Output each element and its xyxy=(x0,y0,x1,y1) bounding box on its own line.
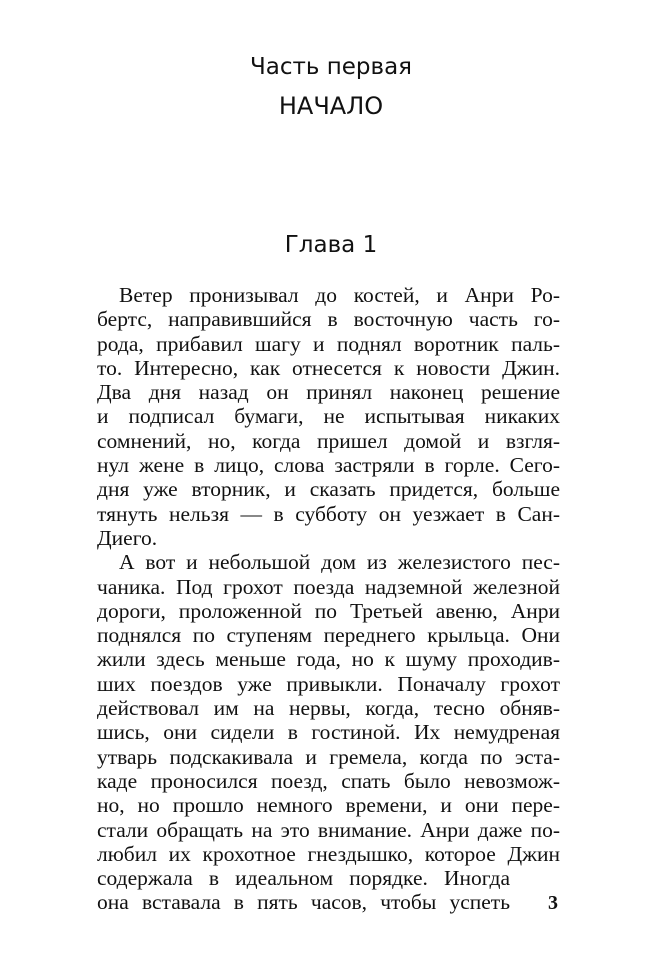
text-line: тянуть нельзя — в субботу он уезжает в Сан- xyxy=(97,501,560,526)
text-line: то. Интересно, как отнесется к новости Джин. xyxy=(97,355,560,380)
text-line: каде проносился поезд, спать было невозмож- xyxy=(97,768,560,793)
text-line: нул жене в лицо, слова застряли в горле. Сего- xyxy=(97,453,560,478)
text-line: любил их крохотное гнездышко, которое Джин xyxy=(97,841,560,866)
chapter-heading: Глава 1 xyxy=(284,232,378,258)
text-line: Диего. xyxy=(97,525,158,550)
text-line: шись, они сидели в гостиной. Их немудреная xyxy=(97,720,560,745)
text-line: стали обращать на это внимание. Анри даже по- xyxy=(97,817,560,842)
text-line: А вот и небольшой дом из железистого пес- xyxy=(119,550,560,575)
text-line: содержала в идеальном порядке. Иногда xyxy=(97,866,510,891)
text-line: и подписал бумаги, не испытывая никаких xyxy=(97,404,560,429)
part-heading: Часть первая xyxy=(249,54,413,80)
part-title: НАЧАЛО xyxy=(278,92,384,120)
text-line: Два дня назад он принял наконец решение xyxy=(97,380,560,405)
text-line: дороги, проложенной по Третьей авеню, Анри xyxy=(97,598,560,623)
text-line: дня уже вторник, и сказать придется, больше xyxy=(97,477,560,502)
text-line: чаника. Под грохот поезда надземной железной xyxy=(97,574,560,599)
text-line: утварь подскакивала и гремела, когда по эста- xyxy=(97,744,560,769)
text-line: сомнений, но, когда пришел домой и взгля- xyxy=(97,428,560,453)
text-line: но, но прошло немного времени, и они пере- xyxy=(97,793,560,818)
text-line: действовал им на нервы, когда, тесно обняв- xyxy=(97,696,560,721)
text-line: Ветер пронизывал до костей, и Анри Ро- xyxy=(119,283,560,307)
text-line: ших поездов уже привыкли. Поначалу грохот xyxy=(97,671,560,696)
text-line: поднялся по ступеням переднего крыльца. Они xyxy=(97,623,560,648)
text-line: бертс, направившийся в восточную часть го- xyxy=(97,307,560,332)
page-number: 3 xyxy=(548,892,558,914)
text-line: она вставала в пять часов, чтобы успеть xyxy=(97,890,510,915)
text-line: рода, прибавил шагу и поднял воротник паль- xyxy=(97,331,560,356)
body-text xyxy=(97,283,560,915)
text-line: жили здесь меньше года, но к шуму проходив- xyxy=(97,647,560,672)
